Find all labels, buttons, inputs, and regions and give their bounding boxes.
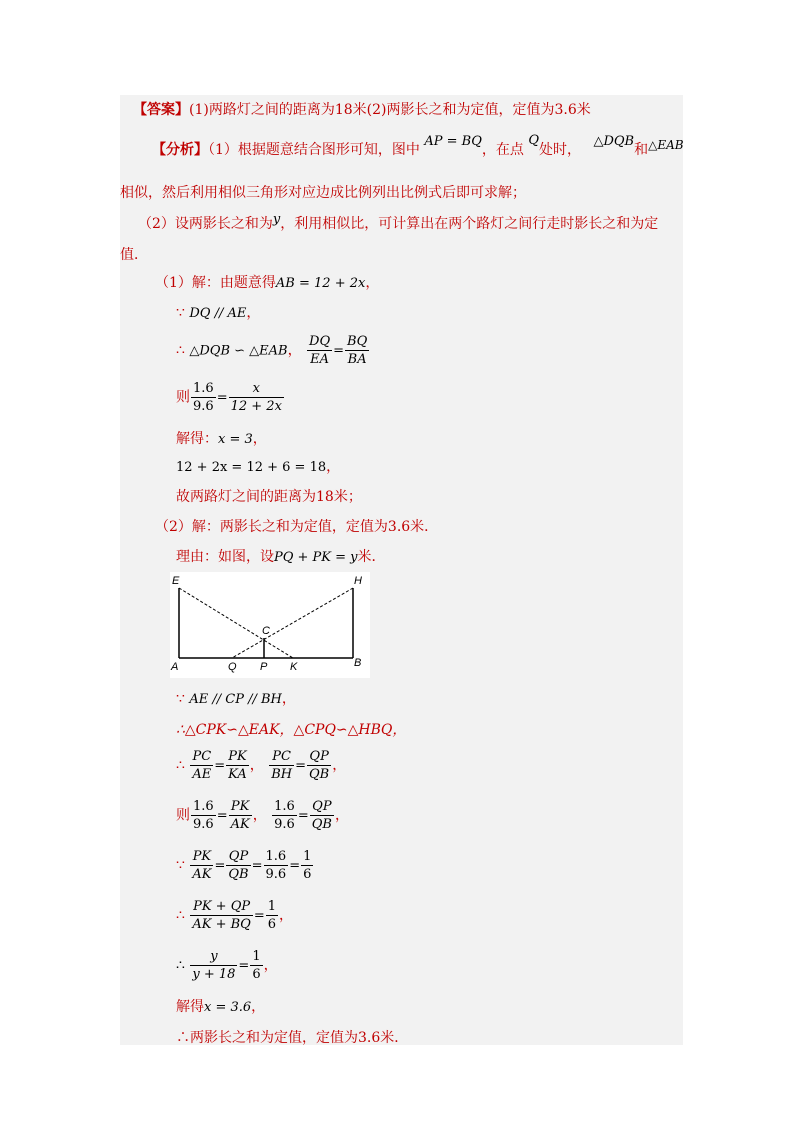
- analysis-text: （1）根据题意结合图形可知，图中: [208, 142, 420, 158]
- geometry-figure: [170, 572, 370, 678]
- solve-label: 解得：: [176, 431, 218, 447]
- fraction: $\frac{1}{6}$: [303, 849, 312, 882]
- math-y: y: [272, 212, 281, 227]
- comma: ，: [281, 691, 296, 707]
- therefore-symbol: ∴: [176, 342, 185, 359]
- part2-intro: （2）解：两影长之和为定值，定值为3.6米．: [155, 519, 439, 535]
- comma: ，: [365, 275, 380, 291]
- label-h: H: [354, 575, 362, 587]
- part2-step2: 则 $\frac{1.6}{9.6}$ = $\frac{PK}{AK}$ ， $\frac{1.6}{9.6}$ = $\frac{QP}{QB}$ ，: [176, 799, 349, 832]
- comma: ，: [334, 807, 349, 824]
- math-similar: △DQB ∽ △EAB: [189, 343, 288, 359]
- reason-text: 理由：如图，设: [176, 549, 274, 565]
- fraction: $\frac{1.6}{9.6}$: [265, 849, 287, 882]
- fraction: $\frac{PK}{AK}$: [230, 799, 250, 832]
- part2-final: ∴两影长之和为定值，定值为3.6米．: [176, 1030, 409, 1046]
- part2-similar: ∴△CPK∽△EAK，△CPQ∽△HBQ，: [176, 722, 407, 738]
- fraction: $\frac{y}{y + 18}$: [192, 949, 236, 982]
- answer-line: [133, 99, 591, 119]
- light-ray-ek: [179, 588, 293, 658]
- math-tri-eab: △EAB: [648, 138, 684, 152]
- fraction: $\frac{DQ}{EA}$: [309, 334, 331, 367]
- analysis-text: ，在点: [481, 142, 524, 158]
- fraction: $\frac{QP}{QB}$: [228, 849, 249, 882]
- fraction: $\frac{1.6}{9.6}$: [274, 799, 295, 832]
- comma: ，: [326, 459, 341, 475]
- part1-calc: [176, 456, 340, 476]
- label-b: B: [354, 657, 362, 669]
- comma: ，: [246, 305, 261, 321]
- part1-then: 则 $\frac{1.6}{9.6}$ = $\frac{x}{12 + 2x}$: [176, 381, 282, 414]
- label-p: P: [260, 661, 268, 673]
- analysis-text: 处时，: [539, 142, 582, 158]
- fraction: $\frac{QP}{QB}$: [311, 799, 332, 832]
- math-ab-eq: AB = 12 + 2x: [275, 276, 366, 291]
- math-q: Q: [528, 133, 540, 148]
- fraction: $\frac{1}{6}$: [252, 949, 261, 982]
- part1-intro: [155, 272, 379, 292]
- therefore-symbol: ∴: [176, 907, 185, 924]
- part2-because: [176, 688, 296, 708]
- part2-step1: ∴ $\frac{PC}{AE}$ = $\frac{PK}{KA}$ ， $\frac{PC}{BH}$ = $\frac{QP}{QB}$ ，: [176, 749, 347, 782]
- analysis-line-3: [138, 213, 658, 233]
- math-x-36: x = 3.6: [204, 1000, 252, 1015]
- part2-step3: ∵ $\frac{PK}{AK}$ = $\frac{QP}{QB}$ = $\frac{1.6}{9.6}$ = $\frac{1}{6}$: [176, 849, 312, 882]
- fraction: $\frac{PK}{AK}$: [192, 849, 212, 882]
- analysis-text: 和: [634, 142, 649, 158]
- label-c: C: [262, 625, 270, 637]
- part1-solve: [176, 428, 267, 448]
- answer-label: 【答案】: [133, 102, 189, 118]
- label-k: K: [290, 661, 298, 673]
- analysis-text: （2）设两影长之和为: [138, 216, 273, 232]
- answer-text: (1)两路灯之间的距离为18米(2)两影长之和为定值，定值为3.6米: [189, 102, 591, 118]
- part1-similar: ∴ △DQB ∽ △EAB， $\frac{DQ}{EA}$ = $\frac{BQ}{BA}$: [176, 334, 368, 367]
- analysis-label: 【分析】: [152, 142, 208, 158]
- math-calc: 12 + 2x = 12 + 6 = 18: [176, 460, 327, 475]
- comma: ，: [332, 757, 347, 774]
- light-ray-hq: [232, 588, 353, 658]
- comma: ，: [263, 957, 278, 974]
- part1-conclusion: 故两路灯之间的距离为18米；: [176, 489, 362, 505]
- fraction: $\frac{PK + QP}{AK + BQ}$: [192, 899, 251, 932]
- comma: ，: [279, 907, 294, 924]
- fraction: $\frac{x}{12 + 2x}$: [230, 381, 282, 414]
- part2-step4: ∴ $\frac{PK + QP}{AK + BQ}$ = $\frac{1}{6}$ ，: [176, 899, 294, 932]
- math-x-3: x = 3: [218, 432, 253, 447]
- fraction: $\frac{PK}{KA}$: [228, 749, 247, 782]
- math-pq-pk: PQ + PK = y: [274, 550, 358, 565]
- fraction: $\frac{PC}{AE}$: [192, 749, 212, 782]
- part1-intro-text: （1）解：由题意得: [155, 275, 276, 291]
- analysis-line-1: [152, 133, 684, 159]
- therefore-symbol: ∴: [176, 757, 185, 774]
- math-tri-dqb: △DQB: [593, 134, 635, 149]
- label-e: E: [172, 575, 180, 587]
- label-q: Q: [228, 661, 237, 673]
- part2-solve: [176, 996, 265, 1016]
- math-ap-bq: AP = BQ: [424, 134, 482, 149]
- fraction: $\frac{PC}{BH}$: [271, 749, 293, 782]
- because-symbol: ∵: [176, 857, 185, 874]
- because-symbol: ∵: [176, 691, 185, 707]
- comma: ，: [287, 342, 302, 359]
- label-a: A: [171, 661, 179, 673]
- because-symbol: ∵: [176, 305, 185, 321]
- comma: ，: [251, 999, 266, 1015]
- then-label: 则: [176, 807, 190, 824]
- analysis-line-2: 相似，然后利用相似三角形对应边成比例列出比例式后即可求解；: [120, 185, 526, 201]
- solve-label: 解得: [176, 999, 204, 1015]
- then-label: 则: [176, 389, 190, 406]
- fraction: $\frac{BQ}{BA}$: [347, 334, 368, 367]
- fraction: $\frac{QP}{QB}$: [309, 749, 330, 782]
- analysis-line-4: 值．: [120, 247, 148, 263]
- comma: ，: [249, 757, 264, 774]
- reason-text: 米．: [357, 549, 386, 565]
- part2-reason: [176, 546, 386, 566]
- fraction: $\frac{1.6}{9.6}$: [193, 799, 214, 832]
- analysis-text: ，利用相似比，可计算出在两个路灯之间行走时影长之和为定: [280, 216, 659, 232]
- fraction: $\frac{1}{6}$: [267, 899, 277, 932]
- math-parallel: DQ // AE: [189, 306, 247, 321]
- comma: ，: [252, 807, 267, 824]
- math-parallel: AE // CP // BH: [189, 692, 282, 707]
- fraction: $\frac{1.6}{9.6}$: [193, 381, 214, 414]
- comma: ，: [252, 431, 267, 447]
- part1-because: [176, 302, 260, 322]
- part2-step5: ∴ $\frac{y}{y + 18}$ = $\frac{1}{6}$ ，: [176, 949, 278, 982]
